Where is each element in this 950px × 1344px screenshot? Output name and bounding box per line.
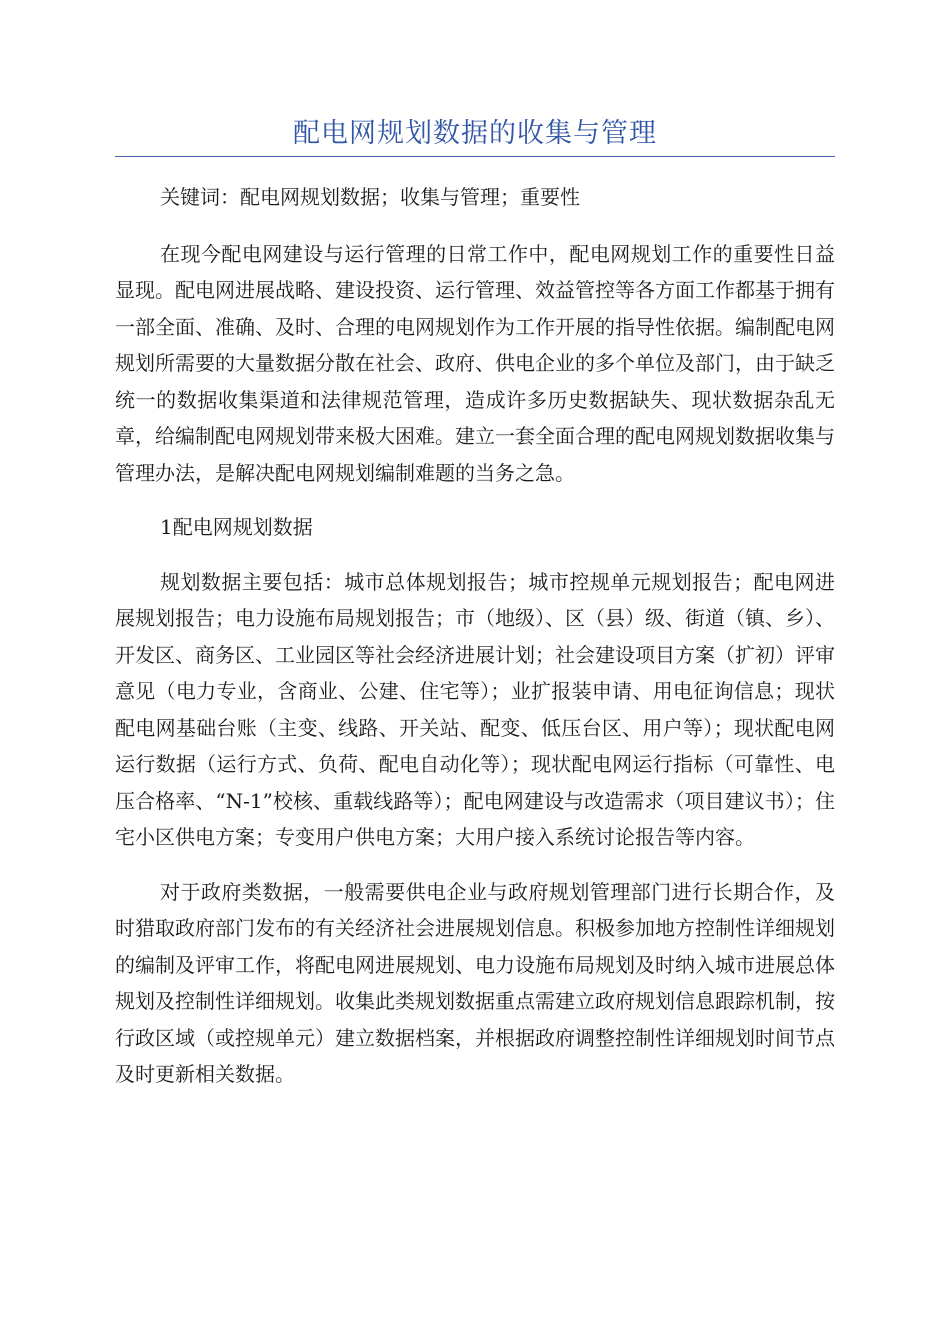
section-heading: 1配电网规划数据 xyxy=(160,515,313,539)
intro-paragraph: 在现今配电网建设与运行管理的日常工作中，配电网规划工作的重要性日益显现。配电网进展战略、建设投资、运行管理、效益管控等各方面工作都基于拥有一部全面、准确、及时、合理的电网规划作为工作开展的指导性依据。编制配电网规划所需要的大量数据分散在社会、政府、供电企业的多个单位及部门，由于缺乏统一的数据收集渠道和法律规范管理，造成许多历史数据缺失、现状数据杂乱无章，给编制配电网规划带来极大困难。建立一套全面合理的配电网规划数据收集与管理办法，是解决配电网规划编制难题的当务之急。 xyxy=(115,241,835,485)
document-page xyxy=(115,0,835,1093)
body-paragraph-government-data: 对于政府类数据，一般需要供电企业与政府规划管理部门进行长期合作，及时猎取政府部门发布的有关经济社会进展规划信息。积极参加地方控制性详细规划的编制及评审工作，将配电网进展规划、电力设施布局规划及时纳入城市进展总体规划及控制性详细规划。收集此类规划数据重点需建立政府规划信息跟踪机制，按行政区域（或控规单元）建立数据档案，并根据政府调整控制性详细规划时间节点及时更新相关数据。 xyxy=(115,879,835,1086)
document-title: 配电网规划数据的收集与管理 xyxy=(293,118,657,149)
body-paragraph-planning-data: 规划数据主要包括：城市总体规划报告；城市控规单元规划报告；配电网进展规划报告；电力设施布局规划报告；市（地级）、区（县）级、街道（镇、乡）、开发区、商务区、工业园区等社会经济进展计划；社会建设项目方案（扩初）评审意见（电力专业，含商业、公建、住宅等）；业扩报装申请、用电征询信息；现状配电网基础台账（主变、线路、开关站、配变、低压台区、用户等）；现状配电网运行数据（运行方式、负荷、配电自动化等）；现状配电网运行指标（可靠性、电压合格率、“N-1”校核、重载线路等）；配电网建设与改造需求（项目建议书）；住宅小区供电方案；专变用户供电方案；大用户接入系统讨论报告等内容。 xyxy=(115,569,835,849)
title-underline xyxy=(115,156,835,157)
keywords-line: 关键词：配电网规划数据；收集与管理；重要性 xyxy=(160,185,580,209)
